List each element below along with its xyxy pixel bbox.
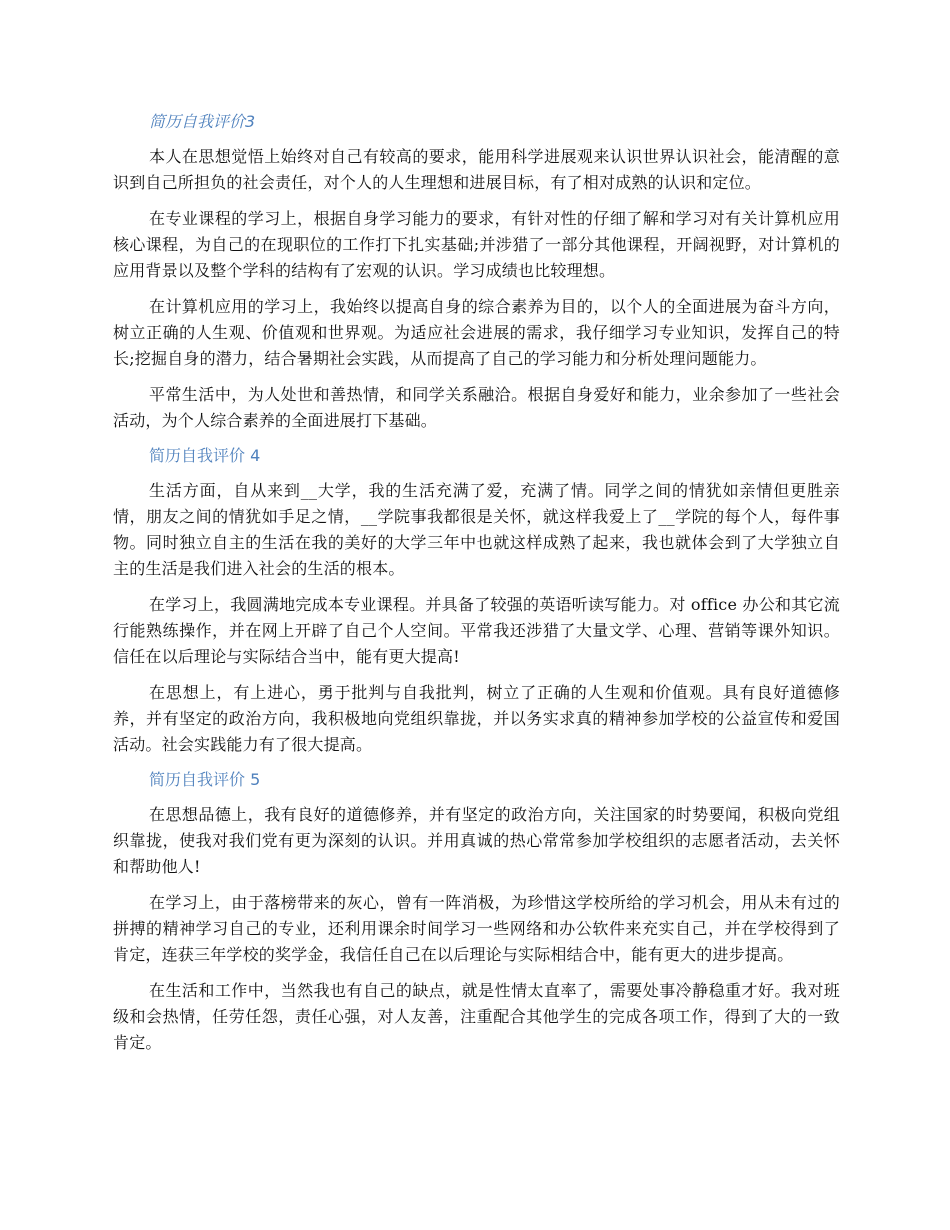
paragraph: 在学习上，我圆满地完成本专业课程。并具备了较强的英语听读写能力。对 office 办公和其它流行能熟练操作，并在网上开辟了自己个人空间。平常我还涉猎了大量文学、心理、营销等课外知识。信任在以后理论与实际结合当中，能有更大提高!	[113, 595, 840, 666]
paragraph: 平常生活中，为人处世和善热情，和同学关系融洽。根据自身爱好和能力，业余参加了一些社会活动，为个人综合素养的全面进展打下基础。	[113, 385, 840, 430]
document-body	[113, 110, 840, 1066]
paragraph: 在计算机应用的学习上，我始终以提高自身的综合素养为目的，以个人的全面进展为奋斗方向，树立正确的人生观、价值观和世界观。为适应社会进展的需求，我仔细学习专业知识，发挥自己的特长;挖掘自身的潜力，结合暑期社会实践，从而提高了自己的学习能力和分析处理问题能力。	[113, 297, 840, 368]
paragraph: 在专业课程的学习上，根据自身学习能力的要求，有针对性的仔细了解和学习对有关计算机应用核心课程，为自己的在现职位的工作打下扎实基础;并涉猎了一部分其他课程，开阔视野，对计算机的应用背景以及整个学科的结构有了宏观的认识。学习成绩也比较理想。	[113, 209, 840, 280]
paragraph: 本人在思想觉悟上始终对自己有较高的要求，能用科学进展观来认识世界认识社会，能清醒的意识到自己所担负的社会责任，对个人的人生理想和进展目标，有了相对成熟的认识和定位。	[113, 147, 840, 192]
paragraph: 在思想品德上，我有良好的道德修养，并有坚定的政治方向，关注国家的时势要闻，积极向党组织靠拢，使我对我们党有更为深刻的认识。并用真诚的热心常常参加学校组织的志愿者活动，去关怀和帮助他人!	[113, 805, 840, 876]
paragraph: 在生活和工作中，当然我也有自己的缺点，就是性情太直率了，需要处事冷静稳重才好。我对班级和会热情，任劳任怨，责任心强，对人友善，注重配合其他学生的完成各项工作，得到了大的一致肯定。	[113, 981, 840, 1052]
paragraph: 在思想上，有上进心，勇于批判与自我批判，树立了正确的人生观和价值观。具有良好道德修养，并有坚定的政治方向，我积极地向党组织靠拢，并以务实求真的精神参加学校的公益宣传和爱国活动。社会实践能力有了很大提高。	[113, 683, 840, 754]
paragraph: 生活方面，自从来到__大学，我的生活充满了爱，充满了情。同学之间的情犹如亲情但更胜亲情，朋友之间的情犹如手足之情，__学院事我都很是关怀，就这样我爱上了__学院的每个人，每件事物。同时独立自主的生活在我的美好的大学三年中也就这样成熟了起来，我也就体会到了大学独立自主的生活是我们进入社会的生活的根本。	[113, 481, 840, 578]
section-heading-5: 简历自我评价 5	[149, 770, 261, 789]
section-heading-3: 简历自我评价3	[149, 112, 256, 131]
section-heading-4: 简历自我评价 4	[149, 446, 261, 465]
paragraph: 在学习上，由于落榜带来的灰心，曾有一阵消极，为珍惜这学校所给的学习机会，用从未有过的拼搏的精神学习自己的专业，还利用课余时间学习一些网络和办公软件来充实自己，并在学校得到了肯定，连获三年学校的奖学金，我信任自己在以后理论与实际相结合中，能有更大的进步提高。	[113, 893, 840, 964]
